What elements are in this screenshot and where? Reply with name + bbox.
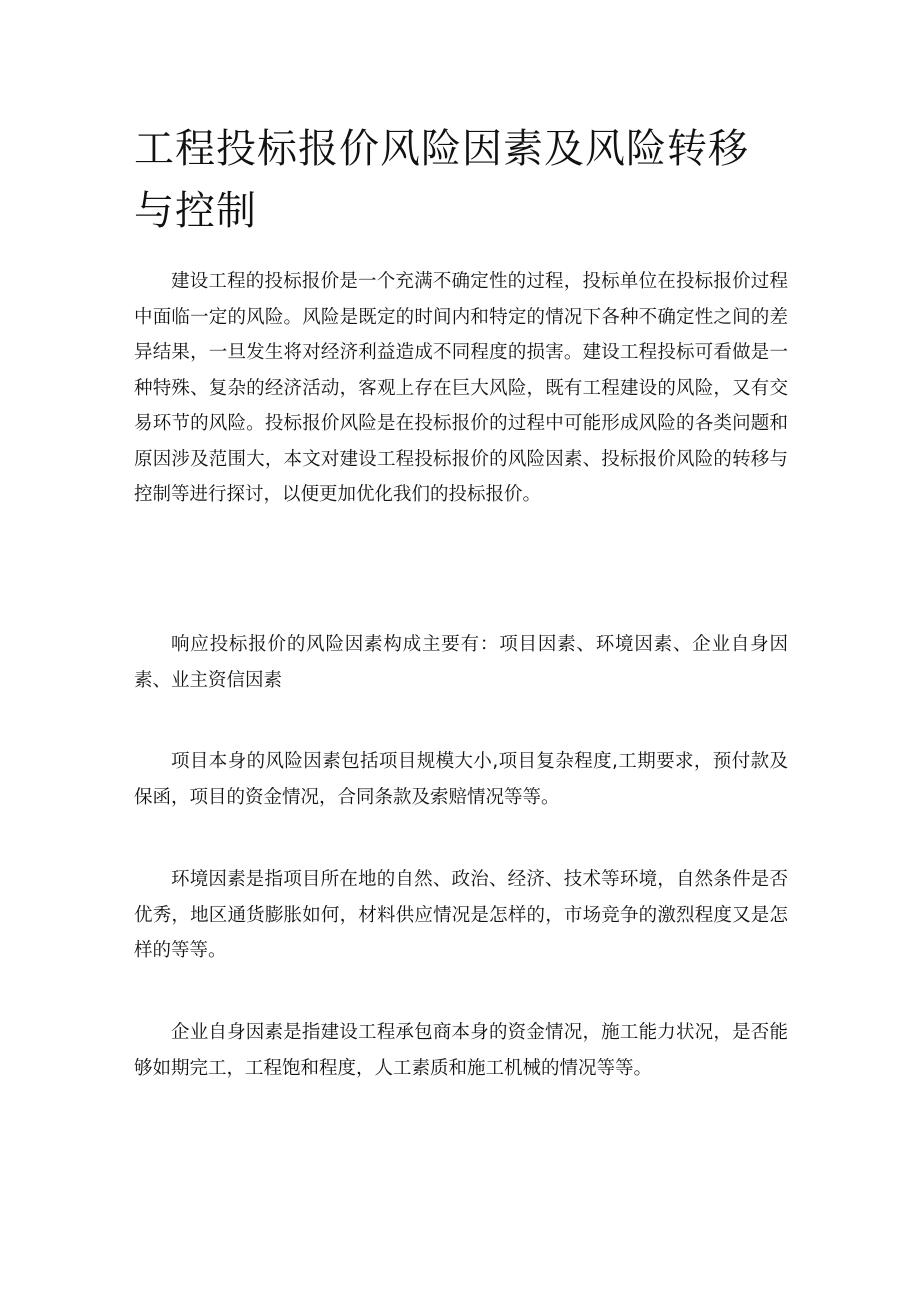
document-title: 工程投标报价风险因素及风险转移与控制 (134, 126, 749, 234)
paragraph-enterprise-factors: 企业自身因素是指建设工程承包商本身的资金情况，施工能力状况，是否能够如期完工，工程饱和程度，人工素质和施工机械的情况等等。 (134, 1022, 788, 1079)
paragraph-intro: 建设工程的投标报价是一个充满不确定性的过程，投标单位在投标报价过程中面临一定的风险。风险是既定的时间内和特定的情况下各种不确定性之间的差异结果，一旦发生将对经济利益造成不同程度的损害。建设工程投标可看做是一种特殊、复杂的经济活动，客观上存在巨大风险，既有工程建设的风险，又有交易环节的风险。投标报价风险是在投标报价的过程中可能形成风险的各类问题和原因涉及范围大，本文对建设工程投标报价的风险因素、投标报价风险的转移与控制等进行探讨，以便更加优化我们的投标报价。 (134, 271, 788, 505)
paragraph-risk-factors: 响应投标报价的风险因素构成主要有：项目因素、环境因素、企业自身因素、业主资信因素 (134, 634, 788, 691)
paragraph-project-factors: 项目本身的风险因素包括项目规模大小,项目复杂程度,工期要求，预付款及保函，项目的资金情况，合同条款及索赔情况等等。 (134, 751, 788, 808)
paragraph-environment-factors: 环境因素是指项目所在地的自然、政治、经济、技术等环境，自然条件是否优秀，地区通货膨胀如何，材料供应情况是怎样的，市场竞争的激烈程度又是怎样的等等。 (134, 869, 788, 961)
